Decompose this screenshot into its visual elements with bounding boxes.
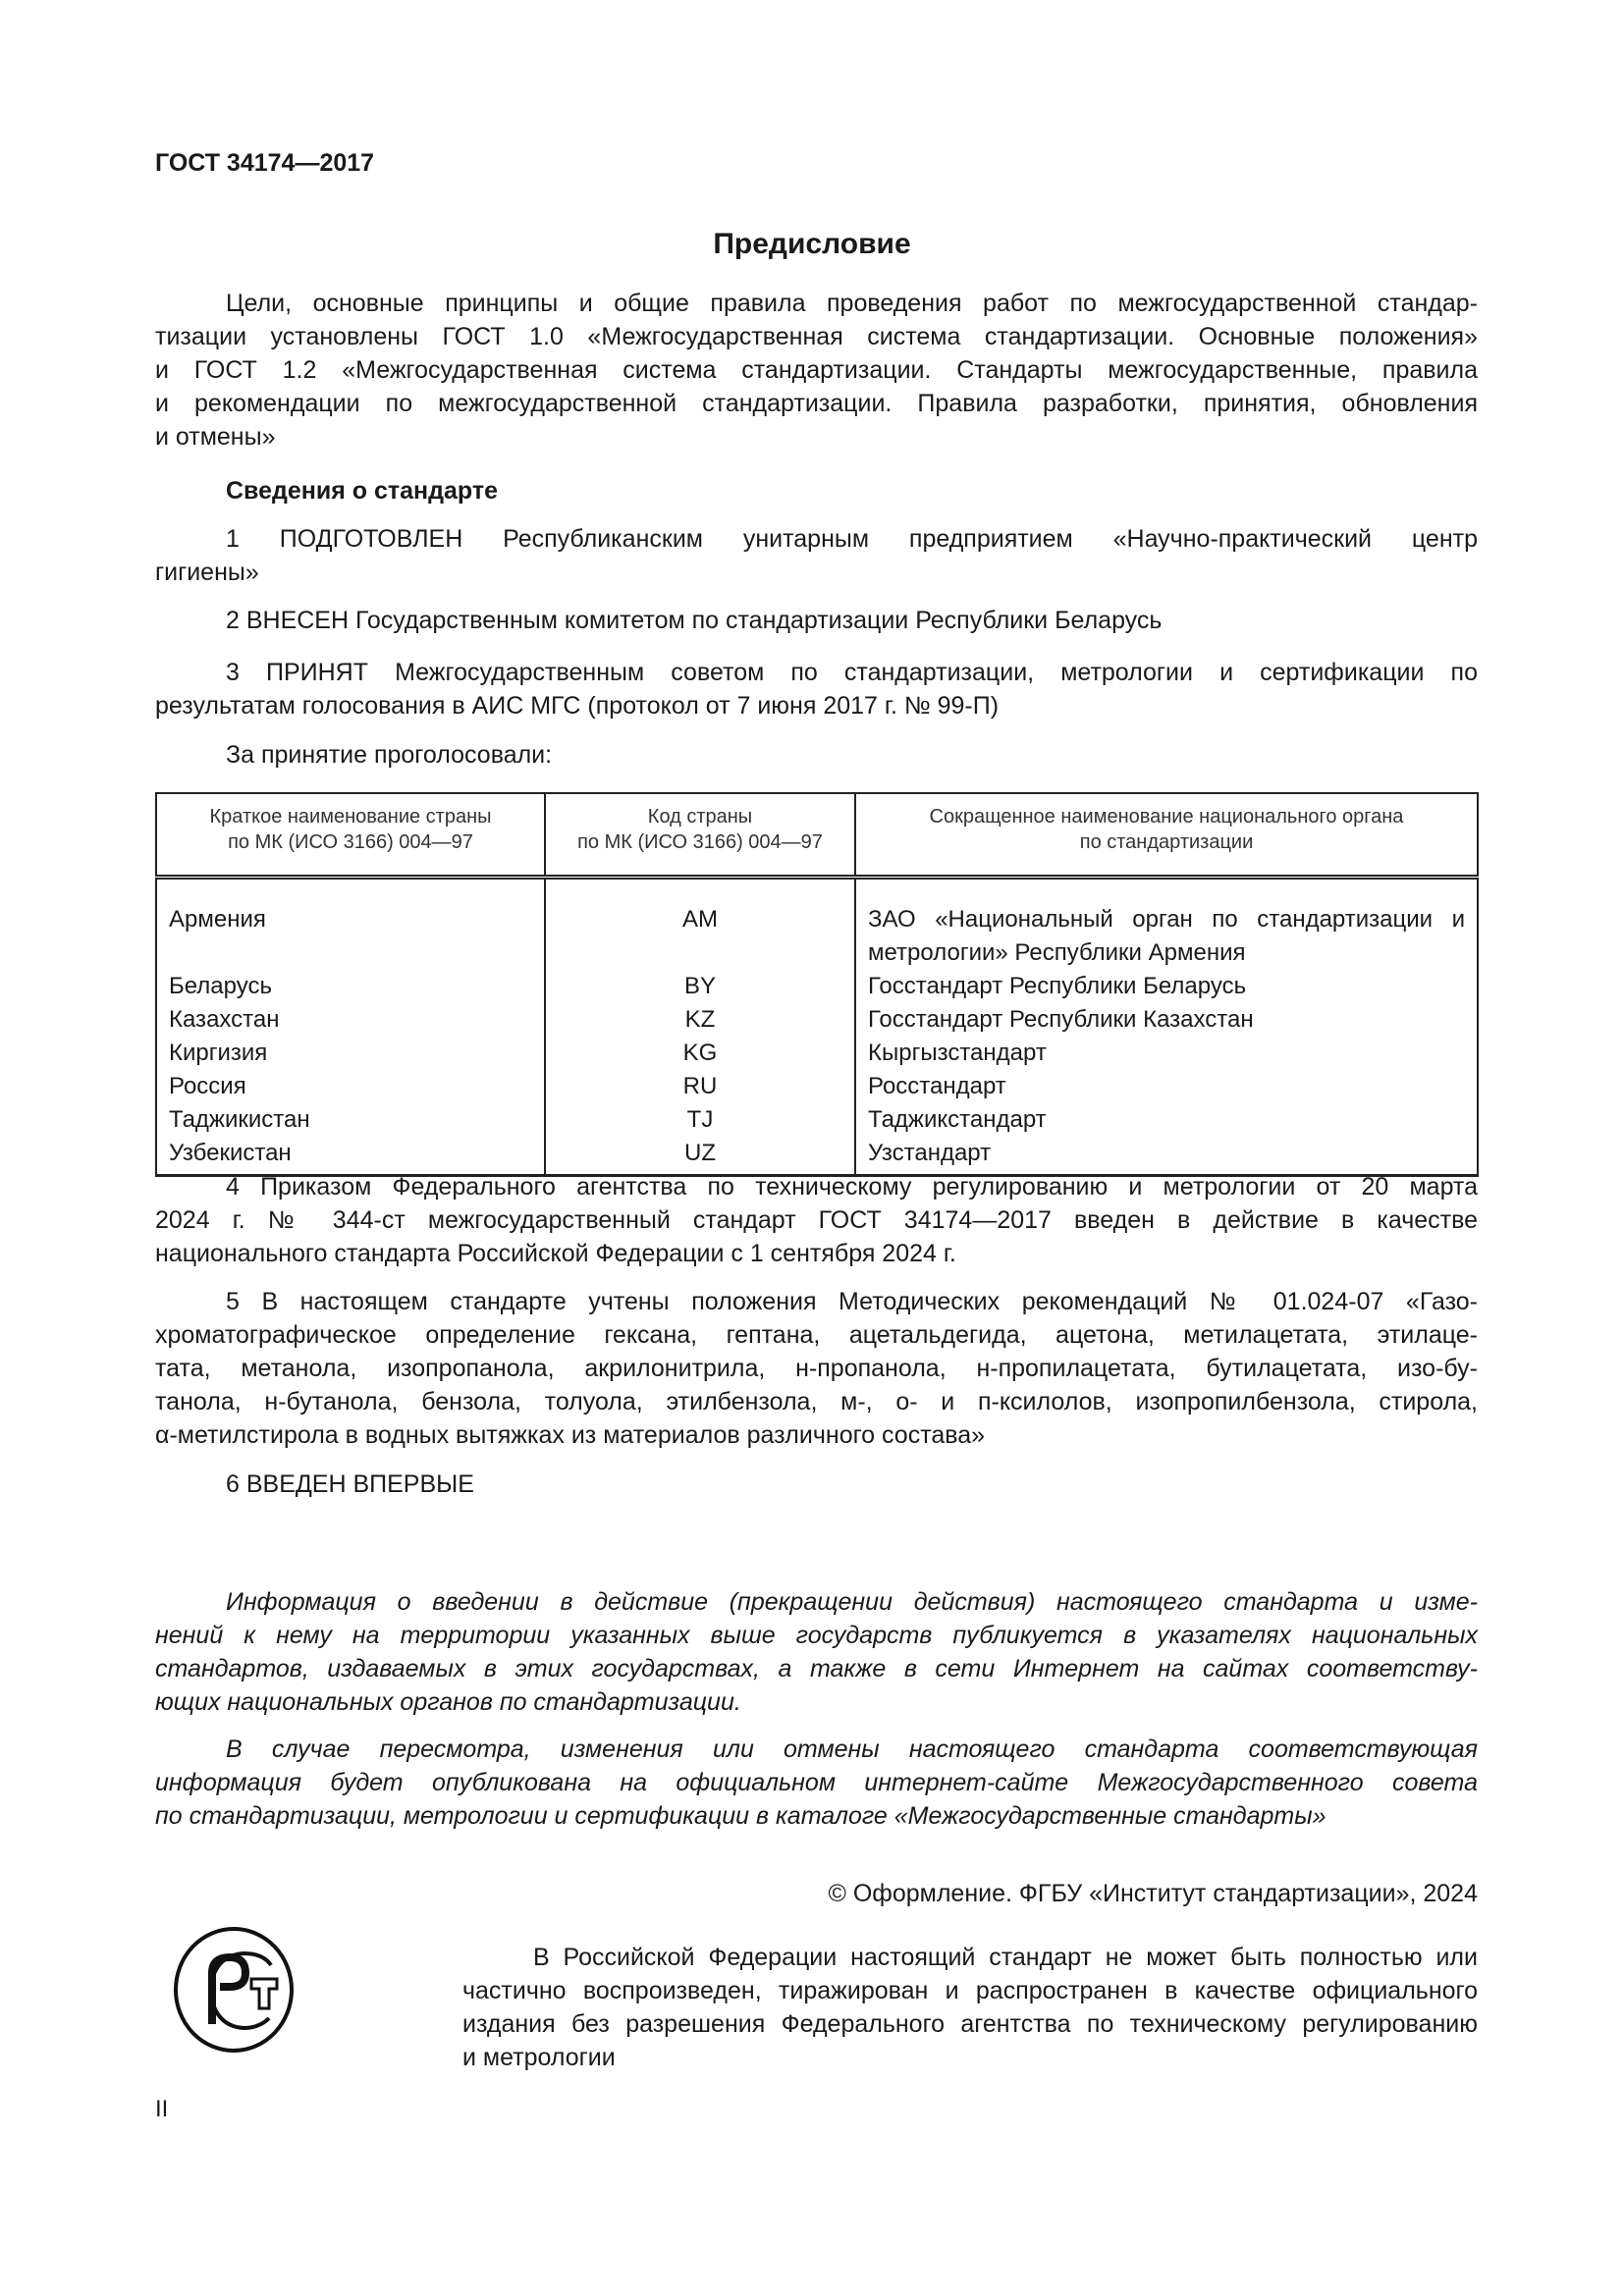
text-line: В Российской Федерации настоящий стандарт не может быть полностью или <box>533 1944 1478 1971</box>
body-cell: Госстандарт Республики Беларусь <box>855 970 1478 1003</box>
item-2: 2 ВНЕСЕН Государственным комитетом по стандартизации Республики Беларусь <box>226 607 1163 634</box>
body-cell: Госстандарт Республики Казахстан <box>855 1003 1478 1037</box>
code-cell: RU <box>545 1070 855 1103</box>
text-line: результатам голосования в АИС МГС (протокол от 7 июня 2017 г. № 99-П) <box>155 692 1000 720</box>
code-cell: BY <box>545 970 855 1003</box>
code-cell: UZ <box>545 1137 855 1176</box>
text-line: информация будет опубликована на официальном интернет-сайте Межгосударственного совета <box>155 1769 1478 1796</box>
item-3 <box>155 656 1478 722</box>
text-line: В случае пересмотра, изменения или отмены настоящего стандарта соответствующая <box>226 1735 1478 1763</box>
text-line: частично воспроизведен, тиражирован и распространен в качестве официального <box>462 1977 1478 2004</box>
voted-label: За принятие проголосовали: <box>226 741 553 769</box>
table-row <box>156 1070 1478 1103</box>
code-cell: AM <box>545 878 855 971</box>
code-cell: KG <box>545 1037 855 1070</box>
item-1 <box>155 522 1478 589</box>
column-header-code: Код страны по МК (ИСО 3166) 004—97 <box>545 793 855 878</box>
page-title: Предисловие <box>713 228 911 260</box>
text-line: 3 ПРИНЯТ Межгосударственным советом по стандартизации, метрологии и сертификации по <box>226 659 1478 686</box>
text-line: тата, метанола, изопропанола, акрилонитрила, н-пропанола, н-пропилацетата, бутилацетата, изо-бу- <box>155 1355 1478 1382</box>
text-line: и рекомендации по межгосударственной стандартизации. Правила разработки, принятия, обновления <box>155 390 1478 417</box>
table-row <box>156 878 1478 971</box>
text-line: и ГОСТ 1.2 «Межгосударственная система стандартизации. Стандарты межгосударственные, правила <box>155 356 1478 384</box>
text-line: гигиены» <box>155 559 259 586</box>
country-cell: Киргизия <box>156 1037 545 1070</box>
text-line: издания без разрешения Федерального агентства по техническому регулированию <box>462 2010 1478 2038</box>
table-row <box>156 1037 1478 1070</box>
voting-table <box>155 792 1479 1177</box>
country-cell: Армения <box>156 878 545 971</box>
text-line: 2024 г. № 344-ст межгосударственный стандарт ГОСТ 34174—2017 введен в действие в качестве <box>155 1206 1478 1234</box>
text-line: хроматографическое определение гексана, гептана, ацетальдегида, ацетона, метилацетата, этилаце- <box>155 1321 1478 1349</box>
country-cell: Таджикистан <box>156 1103 545 1137</box>
text-line: танола, н-бутанола, бензола, толуола, этилбензола, м-, о- и п-ксилолов, изопропилбензола, стирола, <box>155 1388 1478 1415</box>
text-line: 5 В настоящем стандарте учтены положения Методических рекомендаций № 01.024-07 «Газо- <box>226 1288 1478 1315</box>
column-header-country: Краткое наименование страны по МК (ИСО 3166) 004—97 <box>156 793 545 878</box>
country-cell: Беларусь <box>156 970 545 1003</box>
item-5 <box>155 1285 1478 1452</box>
text-line: нений к нему на территории указанных выше государств публикуется в указателях национальных <box>155 1622 1478 1649</box>
text-line: и отмены» <box>155 423 276 451</box>
text-line: по стандартизации, метрологии и сертификации в каталоге «Межгосударственные стандарты» <box>155 1802 1326 1830</box>
text-line: тизации установлены ГОСТ 1.0 «Межгосударственная система стандартизации. Основные положения» <box>155 323 1478 350</box>
body-cell: Таджикстандарт <box>855 1103 1478 1137</box>
text-line: Информация о введении в действие (прекращении действия) настоящего стандарта и изме- <box>226 1588 1478 1616</box>
body-cell: Узстандарт <box>855 1137 1478 1176</box>
text-line: 1 ПОДГОТОВЛЕН Республиканским унитарным предприятием «Научно-практический центр <box>226 525 1478 553</box>
text-line: стандартов, издаваемых в этих государствах, а также в сети Интернет на сайтах соответству- <box>155 1655 1478 1682</box>
item-4 <box>155 1170 1478 1270</box>
table-row <box>156 1003 1478 1037</box>
country-cell: Россия <box>156 1070 545 1103</box>
code-cell: KZ <box>545 1003 855 1037</box>
text-line: и метрологии <box>462 2044 616 2071</box>
section-heading: Сведения о стандарте <box>226 477 499 505</box>
body-cell: Росстандарт <box>855 1070 1478 1103</box>
country-cell: Казахстан <box>156 1003 545 1037</box>
text-line: α-метилстирола в водных вытяжках из материалов различного состава» <box>155 1421 986 1449</box>
text-line: ющих национальных органов по стандартизации. <box>155 1688 741 1716</box>
code-cell: TJ <box>545 1103 855 1137</box>
reproduction-notice <box>462 1941 1478 2074</box>
rst-logo-icon <box>173 1926 296 2054</box>
body-cell: Кыргызстандарт <box>855 1037 1478 1070</box>
table-row <box>156 970 1478 1003</box>
text-line: Цели, основные принципы и общие правила проведения работ по межгосударственной стандар- <box>226 290 1478 317</box>
table-header-row <box>156 793 1478 878</box>
page-number: II <box>155 2096 169 2122</box>
text-line: 4 Приказом Федерального агентства по техническому регулированию и метрологии от 20 марта <box>226 1173 1478 1201</box>
item-6: 6 ВВЕДЕН ВПЕРВЫЕ <box>226 1470 474 1498</box>
info-paragraph-2 <box>155 1733 1478 1833</box>
table-row <box>156 1103 1478 1137</box>
copyright: © Оформление. ФГБУ «Институт стандартизации», 2024 <box>828 1880 1478 1907</box>
text-line: национального стандарта Российской Федерации с 1 сентября 2024 г. <box>155 1240 956 1267</box>
document-header: ГОСТ 34174—2017 <box>155 149 375 177</box>
info-paragraph-1 <box>155 1585 1478 1719</box>
column-header-body: Сокращенное наименование национального органа по стандартизации <box>855 793 1478 878</box>
body-cell: ЗАО «Национальный орган по стандартизации и метрологии» Республики Армения <box>855 878 1478 971</box>
country-cell: Узбекистан <box>156 1137 545 1176</box>
intro-paragraph <box>155 287 1478 454</box>
